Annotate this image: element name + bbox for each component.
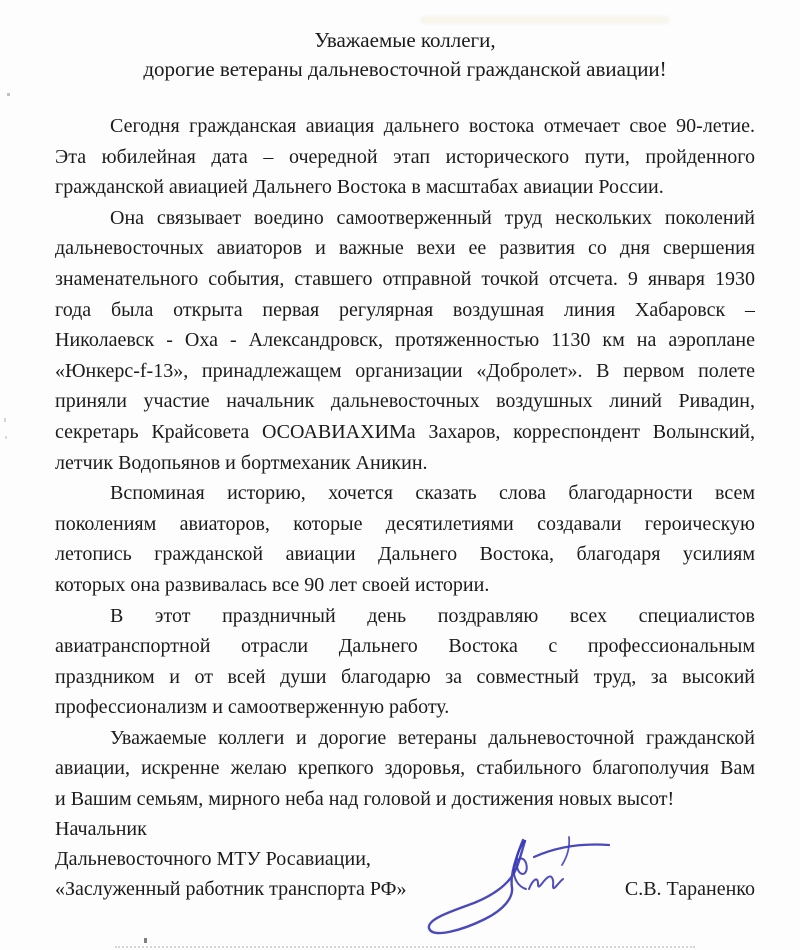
scan-speck bbox=[5, 436, 7, 439]
paragraph-5 bbox=[55, 723, 755, 815]
scan-bottom-edge bbox=[115, 946, 695, 948]
text-line: Сегодня гражданская авиация дальнего востока отмечает свое 90-летие. bbox=[110, 115, 755, 137]
signature-block bbox=[55, 814, 755, 904]
salutation-line-2: дорогие ветераны дальневосточной гражданской авиации! bbox=[143, 57, 667, 81]
paragraph-2 bbox=[55, 203, 755, 478]
handwritten-signature-icon bbox=[422, 816, 614, 948]
text-line: летопись гражданской авиации Дальнего Востока, благодаря усилиям bbox=[55, 543, 755, 566]
scan-smudge bbox=[420, 16, 670, 24]
text-line: «Юнкерс-f-13», принадлежащем организации «Добролет». В первом полете bbox=[55, 359, 755, 382]
text-line: Она связывает воедино самоотверженный труд нескольких поколений bbox=[110, 206, 755, 229]
text-line: поколениям авиаторов, которые десятилетиями создавали героическую bbox=[55, 512, 755, 535]
scan-speck bbox=[4, 418, 6, 422]
salutation-line-1: Уважаемые коллеги, bbox=[314, 28, 496, 52]
text-line: профессионализм и самоотверженную работу. bbox=[55, 696, 450, 719]
signer-honorific: «Заслуженный работник транспорта РФ» bbox=[55, 878, 407, 900]
signer-position: Начальник bbox=[55, 818, 147, 840]
letter-body bbox=[55, 111, 755, 815]
text-line: авиатранспортной отрасли Дальнего Востока с профессиональным bbox=[55, 635, 755, 658]
text-line: Уважаемые коллеги и дорогие ветераны дальневосточной гражданской bbox=[110, 726, 755, 749]
scan-speck bbox=[7, 93, 10, 96]
text-line: авиации, искренне желаю крепкого здоровья, стабильного благополучия Вам bbox=[55, 757, 755, 780]
signer-organization: Дальневосточного МТУ Росавиации, bbox=[55, 848, 371, 870]
signature-row bbox=[55, 874, 755, 904]
text-line: знаменательного события, ставшего отправной точкой отсчета. 9 января 1930 bbox=[55, 267, 755, 290]
text-line: гражданской авиацией Дальнего Востока в масштабах авиации России. bbox=[55, 176, 664, 199]
text-line: летчик Водопьянов и бортмеханик Аникин. bbox=[55, 451, 428, 474]
signer-name: С.В. Тараненко bbox=[624, 878, 755, 900]
text-line: секретарь Крайсовета ОСОАВИАХИМа Захаров, корреспондент Волынский, bbox=[55, 420, 755, 443]
text-line: Эта юбилейная дата – очередной этап исторического пути, пройденного bbox=[55, 145, 755, 168]
scan-speck bbox=[144, 938, 147, 943]
text-line: В этот праздничный день поздравляю всех специалистов bbox=[110, 604, 755, 627]
text-line: праздником и от всей души благодарю за совместный труд, за высокий bbox=[55, 665, 755, 688]
paragraph-4 bbox=[55, 601, 755, 723]
text-line: которых она развивалась все 90 лет своей истории. bbox=[55, 573, 490, 596]
text-line: Вспоминая историю, хочется сказать слова благодарности всем bbox=[110, 482, 755, 505]
text-line: дальневосточных авиаторов и важные вехи ее развития со дня свершения bbox=[55, 237, 755, 260]
text-line: и Вашим семьям, мирного неба над головой и достижения новых высот! bbox=[55, 788, 675, 811]
paragraph-3 bbox=[55, 478, 755, 600]
text-line: приняли участие начальник дальневосточных воздушных линий Ривадин, bbox=[55, 390, 755, 413]
salutation bbox=[55, 26, 755, 84]
text-line: года была открыта первая регулярная воздушная линия Хабаровск – bbox=[55, 298, 755, 321]
text-line: Николаевск - Оха - Александровск, протяженностью 1130 км на аэроплане bbox=[55, 329, 755, 352]
paragraph-1 bbox=[55, 111, 755, 203]
